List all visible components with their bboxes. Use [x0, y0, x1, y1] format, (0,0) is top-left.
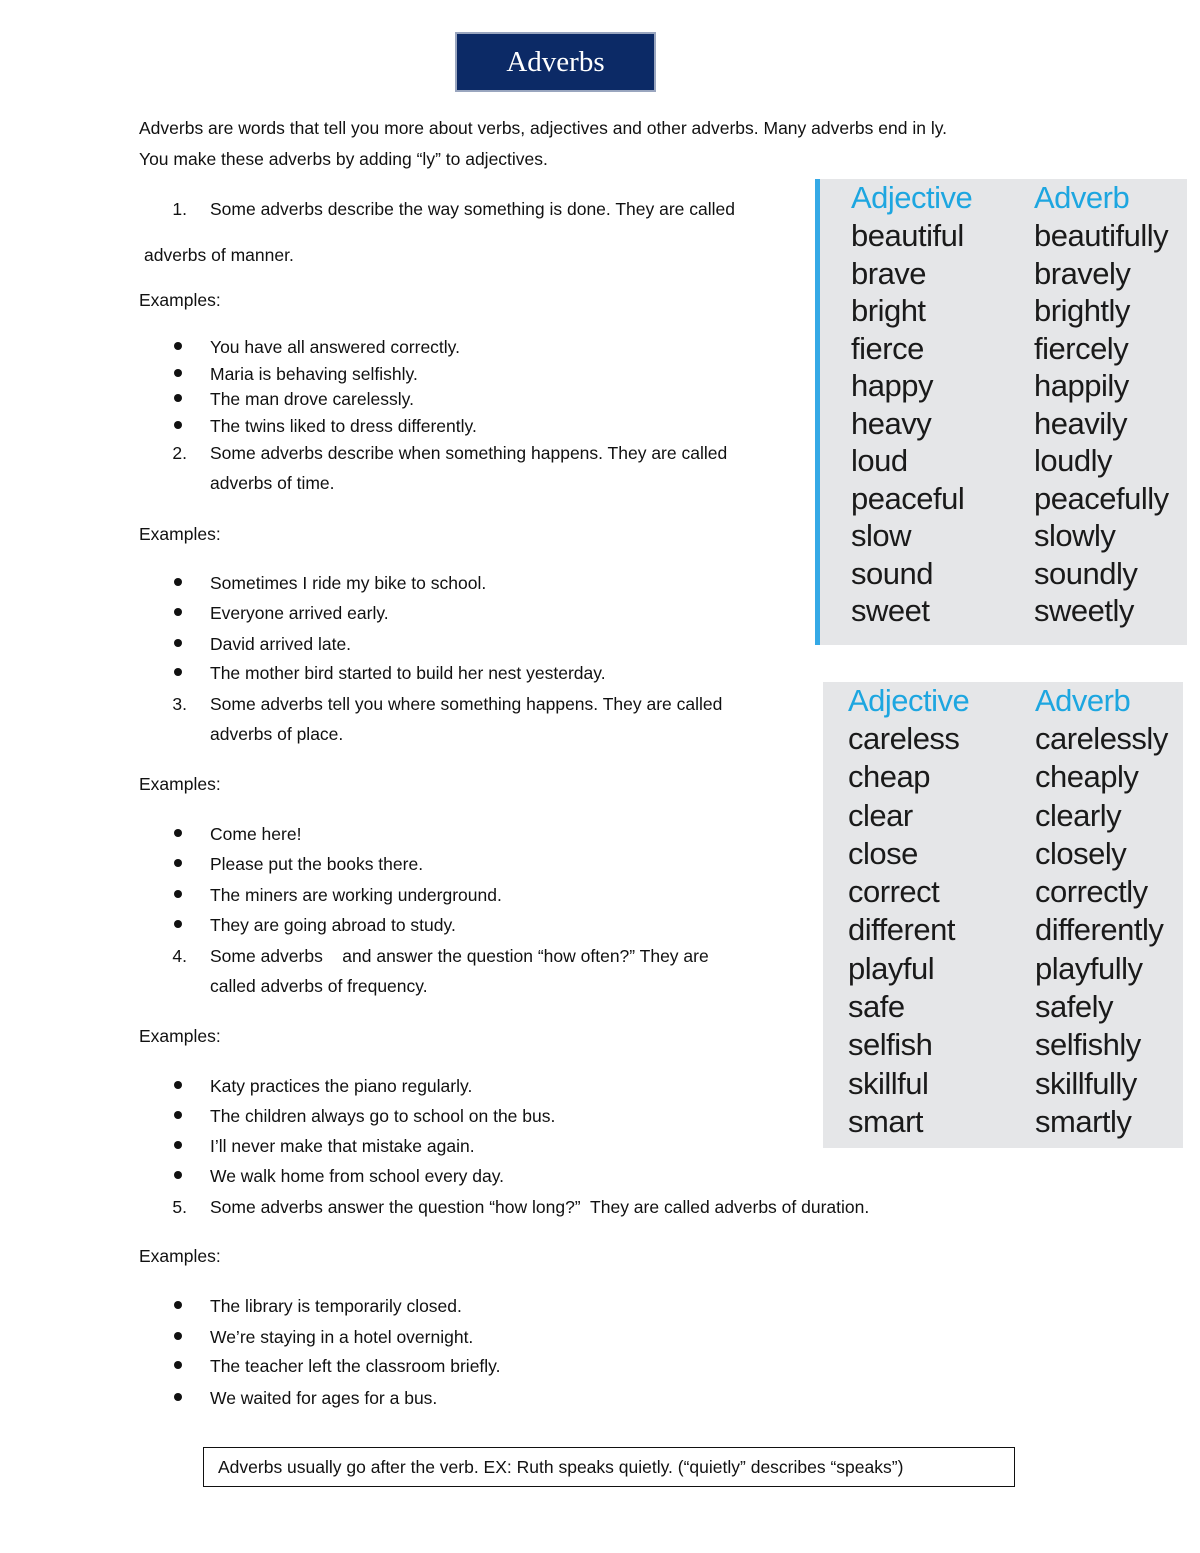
- adjective-word: brave: [851, 255, 927, 291]
- adverb-word: bravely: [1034, 255, 1131, 291]
- list-item: The library is temporarily closed.: [210, 1296, 462, 1316]
- list-item: Katy practices the piano regularly.: [210, 1076, 473, 1096]
- bullet-icon: [174, 578, 182, 586]
- adjective-column: [848, 682, 969, 1141]
- section-number: 5.: [172, 1197, 187, 1217]
- bullet-icon: [174, 1361, 182, 1369]
- section-text: Some adverbs tell you where something happens. They are called: [210, 694, 723, 714]
- adjective-adverb-table-1: [815, 179, 1187, 645]
- adverb-word: loudly: [1034, 443, 1112, 478]
- adjective-word: cheap: [848, 759, 930, 795]
- list-item: I’ll never make that mistake again.: [210, 1136, 475, 1156]
- adjective-word: clear: [848, 797, 913, 833]
- adjective-word: safe: [848, 989, 905, 1025]
- adverb-word: cheaply: [1035, 759, 1139, 795]
- adjective-word: sweet: [851, 593, 930, 628]
- examples-label: Examples:: [139, 1026, 221, 1046]
- list-item: David arrived late.: [210, 634, 352, 654]
- bullet-icon: [174, 369, 182, 377]
- adverb-word: soundly: [1034, 555, 1138, 591]
- adjective-word: correct: [848, 874, 940, 910]
- adverb-word: fiercely: [1034, 330, 1129, 366]
- list-item: We’re staying in a hotel overnight.: [210, 1327, 474, 1347]
- adjective-word: close: [848, 835, 918, 871]
- bullet-icon: [174, 1111, 182, 1119]
- bullet-icon: [174, 342, 182, 350]
- bullet-icon: [174, 890, 182, 898]
- section-text: Some adverbs describe when something happens. They are called: [210, 443, 728, 463]
- adverb-word: brightly: [1034, 293, 1130, 328]
- section-text-continued: adverbs of place.: [210, 724, 344, 744]
- list-item: Sometimes I ride my bike to school.: [210, 573, 487, 593]
- section-text-continued: adverbs of time.: [210, 473, 335, 493]
- bullet-icon: [174, 859, 182, 867]
- adjective-word: fierce: [851, 330, 924, 366]
- adverb-header: Adverb: [1035, 683, 1131, 718]
- adverb-header: Adverb: [1034, 180, 1130, 215]
- adverb-word: clearly: [1035, 797, 1122, 833]
- adjective-word: sound: [851, 555, 933, 591]
- list-item: Come here!: [210, 824, 302, 844]
- bullet-icon: [174, 668, 182, 676]
- bullet-icon: [174, 1332, 182, 1340]
- adverb-word: sweetly: [1034, 593, 1134, 628]
- adverb-word: beautifully: [1034, 218, 1169, 253]
- adjective-header: Adjective: [848, 683, 970, 718]
- adverb-word: happily: [1034, 368, 1129, 403]
- section-number: 3.: [172, 694, 187, 714]
- note-box: [203, 1447, 1015, 1487]
- examples-label: Examples:: [139, 774, 221, 794]
- adverb-word: slowly: [1034, 518, 1116, 553]
- intro-line-2: You make these adverbs by adding “ly” to adjectives.: [139, 149, 548, 169]
- section-number: 2.: [172, 443, 187, 463]
- adjective-word: skillful: [848, 1065, 929, 1101]
- bullet-icon: [174, 421, 182, 429]
- list-item: The twins liked to dress differently.: [210, 416, 477, 436]
- adverb-word: carelessly: [1035, 721, 1168, 756]
- section-number: 1.: [172, 199, 187, 219]
- adverb-word: heavily: [1034, 405, 1127, 441]
- page-title: Adverbs: [455, 32, 656, 92]
- list-item: The children always go to school on the bus.: [210, 1106, 556, 1126]
- adverb-word: closely: [1035, 835, 1127, 871]
- adjective-word: playful: [848, 950, 935, 986]
- adjective-word: careless: [848, 721, 960, 756]
- adverb-word: differently: [1035, 912, 1164, 948]
- list-item: The man drove carelessly.: [210, 389, 414, 409]
- list-item: Maria is behaving selfishly.: [210, 364, 418, 384]
- examples-label: Examples:: [139, 524, 221, 544]
- adverb-word: peacefully: [1034, 480, 1169, 516]
- bullet-icon: [174, 639, 182, 647]
- section-text: Some adverbs answer the question “how long?” They are called adverbs of duration.: [210, 1197, 870, 1217]
- section-text-continued: called adverbs of frequency.: [210, 976, 428, 996]
- section-text: Some adverbs describe the way something is done. They are called: [210, 199, 735, 219]
- bullet-icon: [174, 608, 182, 616]
- intro-line-1: Adverbs are words that tell you more about verbs, adjectives and other adverbs. Many adverbs end in ly.: [139, 118, 948, 138]
- adjective-word: selfish: [848, 1027, 933, 1063]
- examples-label: Examples:: [139, 1246, 221, 1266]
- list-item: You have all answered correctly.: [210, 337, 460, 357]
- section-number: 4.: [172, 946, 187, 966]
- list-item: We walk home from school every day.: [210, 1166, 505, 1186]
- list-item: We waited for ages for a bus.: [210, 1388, 438, 1408]
- section-text-continued: adverbs of manner.: [144, 245, 294, 265]
- adjective-column: [851, 179, 972, 630]
- adjective-word: slow: [851, 518, 912, 553]
- adjective-word: different: [848, 912, 955, 948]
- list-item: Everyone arrived early.: [210, 603, 389, 623]
- adjective-header: Adjective: [851, 180, 973, 215]
- list-item: Please put the books there.: [210, 854, 424, 874]
- section-text: Some adverbs and answer the question “how often?” They are: [210, 946, 709, 966]
- adjective-word: happy: [851, 368, 933, 403]
- adverb-word: playfully: [1035, 950, 1143, 986]
- adverb-column: [1035, 682, 1168, 1141]
- list-item: They are going abroad to study.: [210, 915, 456, 935]
- bullet-icon: [174, 1171, 182, 1179]
- adjective-word: smart: [848, 1103, 923, 1139]
- examples-label: Examples:: [139, 290, 221, 310]
- adjective-word: bright: [851, 293, 926, 328]
- adjective-adverb-table-2: [823, 682, 1183, 1148]
- note-text: Adverbs usually go after the verb. EX: Ruth speaks quietly. (“quietly” describes “speaks”): [218, 1456, 904, 1477]
- bullet-icon: [174, 1301, 182, 1309]
- adverb-column: [1034, 179, 1169, 630]
- adverb-word: correctly: [1035, 874, 1148, 910]
- adverb-word: skillfully: [1035, 1065, 1137, 1101]
- adverb-word: safely: [1035, 989, 1113, 1025]
- bullet-icon: [174, 1081, 182, 1089]
- list-item: The mother bird started to build her nest yesterday.: [210, 663, 606, 683]
- bullet-icon: [174, 1141, 182, 1149]
- bullet-icon: [174, 920, 182, 928]
- adjective-word: beautiful: [851, 218, 964, 253]
- adjective-word: peaceful: [851, 480, 965, 516]
- adverb-word: smartly: [1035, 1103, 1132, 1139]
- bullet-icon: [174, 1393, 182, 1401]
- bullet-icon: [174, 394, 182, 402]
- adjective-word: heavy: [851, 405, 932, 441]
- list-item: The miners are working underground.: [210, 885, 502, 905]
- adjective-word: loud: [851, 443, 908, 478]
- list-item: The teacher left the classroom briefly.: [210, 1356, 501, 1376]
- bullet-icon: [174, 829, 182, 837]
- adverb-word: selfishly: [1035, 1027, 1141, 1063]
